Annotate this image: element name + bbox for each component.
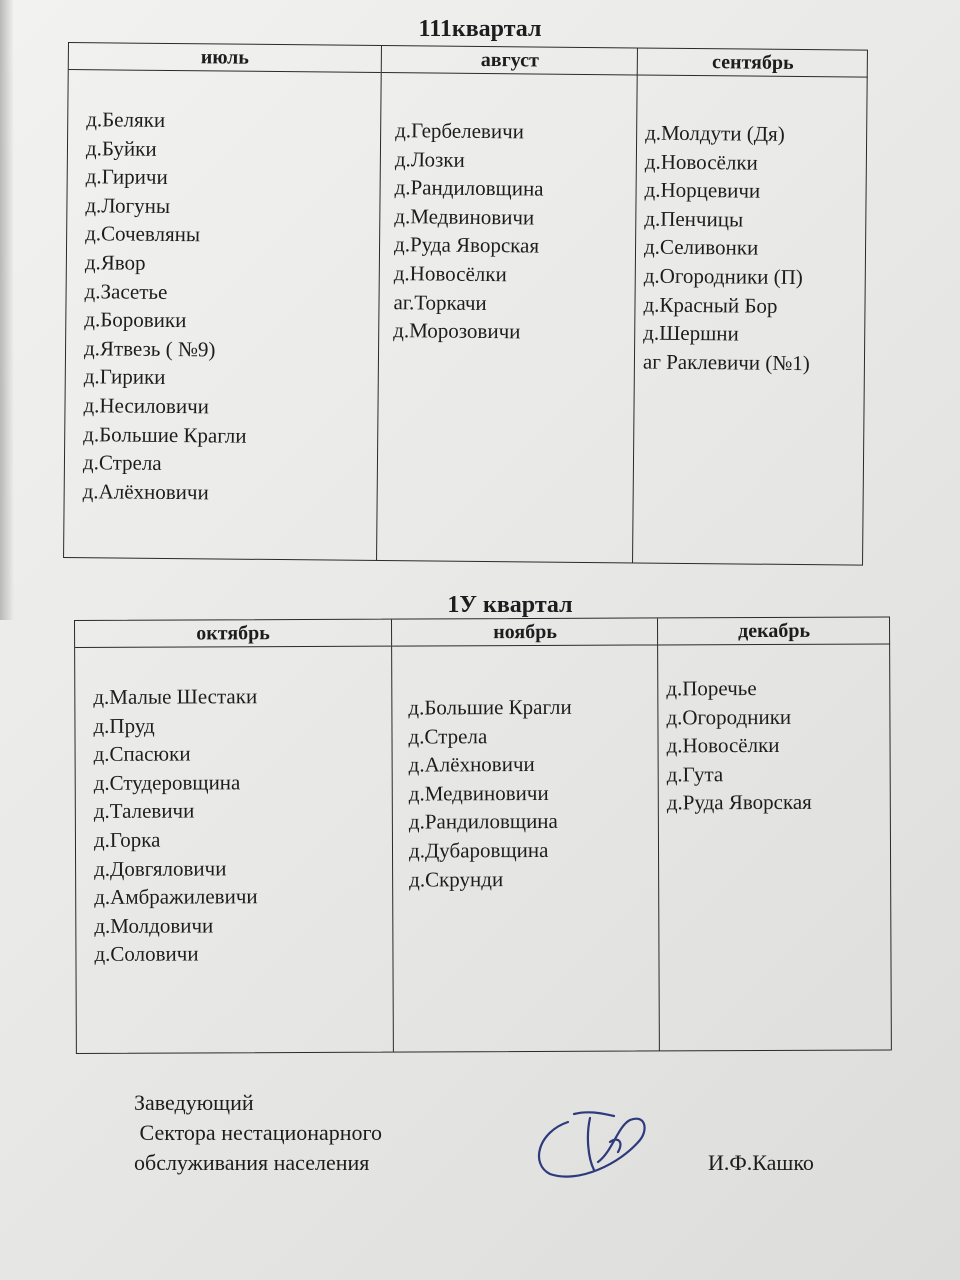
list-item: д.Буйки [85,135,157,161]
village-list-november [408,693,572,894]
handwritten-signature [528,1102,658,1182]
list-item: д.Гута [666,761,724,787]
list-item: д.Студеровщина [93,770,241,795]
signatory-name: И.Ф.Кашко [708,1150,814,1175]
list-item: д.Огородники (П) [643,263,803,290]
village-list-october [93,682,258,969]
list-item: д.Горка [93,827,161,852]
list-item: д.Дубаровщина [408,837,549,863]
list-item: д.Алёхновичи [408,752,535,777]
month-header-october: октябрь [75,620,391,648]
list-item: д.Гирики [83,364,166,390]
quarter-3-table [63,42,868,566]
list-item: д.Засетье [84,278,168,304]
column-december [657,617,892,1050]
quarter-4-title: 1У квартал [447,592,573,618]
list-item: д.Новосёлки [393,261,507,287]
list-item: д.Талевичи [93,798,195,824]
list-item: д.Новосёлки [666,733,780,758]
list-item: д.Лозки [394,146,465,172]
signatory-title [134,1088,382,1178]
list-item: д.Спасюки [93,741,191,767]
page-edge-shadow [0,0,14,620]
list-item: д.Руда Яворская [666,790,812,815]
list-item: д.Скрунди [409,866,504,892]
column-october [75,620,393,1053]
month-header-august: август [382,46,638,75]
month-header-july: июль [69,43,381,73]
list-item: д.Соловичи [94,941,199,967]
list-item: д.Селивонки [643,234,759,261]
month-header-september: сентябрь [638,48,868,77]
column-july [64,43,381,560]
column-august [376,46,638,562]
signatory-title-line-3: обслуживания населения [134,1150,370,1175]
list-item: д.Большие Крагли [83,421,247,448]
list-item: д.Амбражилевичи [94,884,258,910]
list-item: д.Медвиновичи [408,780,549,806]
list-item: д.Стрела [82,450,162,476]
list-item: д.Логуны [85,192,171,218]
list-item: аг.Торкачи [393,289,487,315]
month-header-december: декабрь [658,617,890,645]
list-item: д.Алёхновичи [82,478,209,505]
list-item: д.Поречье [666,676,757,701]
list-item: д.Беляки [86,107,166,132]
village-list-december [666,674,812,818]
list-item: д.Явор [84,250,146,275]
list-item: д.Ятвезь ( №9) [83,335,216,362]
list-item: д.Малые Шестаки [93,684,258,709]
list-item: д.Боровики [84,307,187,333]
list-item: д.Несиловичи [83,393,210,419]
signatory-title-line-1: Заведующий [134,1090,254,1115]
list-item: д.Большие Крагли [408,694,572,720]
list-item: аг Раклевичи (№1) [642,349,810,375]
list-item: д.Рандиловщина [408,809,558,834]
column-november [391,618,660,1051]
list-item: д.Медвиновичи [394,203,535,230]
list-item: д.Новосёлки [644,149,758,175]
list-item: д.Молдути (Дя) [645,120,785,146]
village-list-august [393,116,544,346]
village-list-july [83,105,250,507]
list-item: д.Огородники [666,704,792,730]
list-item: д.Морозовичи [393,318,521,344]
list-item: д.Пруд [93,713,155,738]
list-item: д.Довгяловичи [94,855,227,881]
list-item: д.Молдовичи [94,913,214,938]
list-item: д.Красный Бор [643,292,778,318]
column-september [632,48,868,564]
list-item: д.Сочевляны [85,221,201,247]
list-item: д.Стрела [408,723,488,749]
village-list-september [643,119,812,378]
month-header-november: ноябрь [392,618,658,646]
list-item: д.Гиричи [85,164,168,190]
list-item: д.Гербелевичи [395,118,525,144]
list-item: д.Шершни [643,320,739,346]
list-item: д.Рандиловщина [394,175,544,201]
quarter-4-table [74,616,892,1054]
list-item: д.Норцевичи [644,177,761,203]
list-item: д.Руда Яворская [393,232,540,258]
quarter-3-title: 111квартал [418,16,542,42]
signatory-title-line-2: Сектора нестационарного [134,1120,383,1145]
list-item: д.Пенчицы [644,206,744,232]
